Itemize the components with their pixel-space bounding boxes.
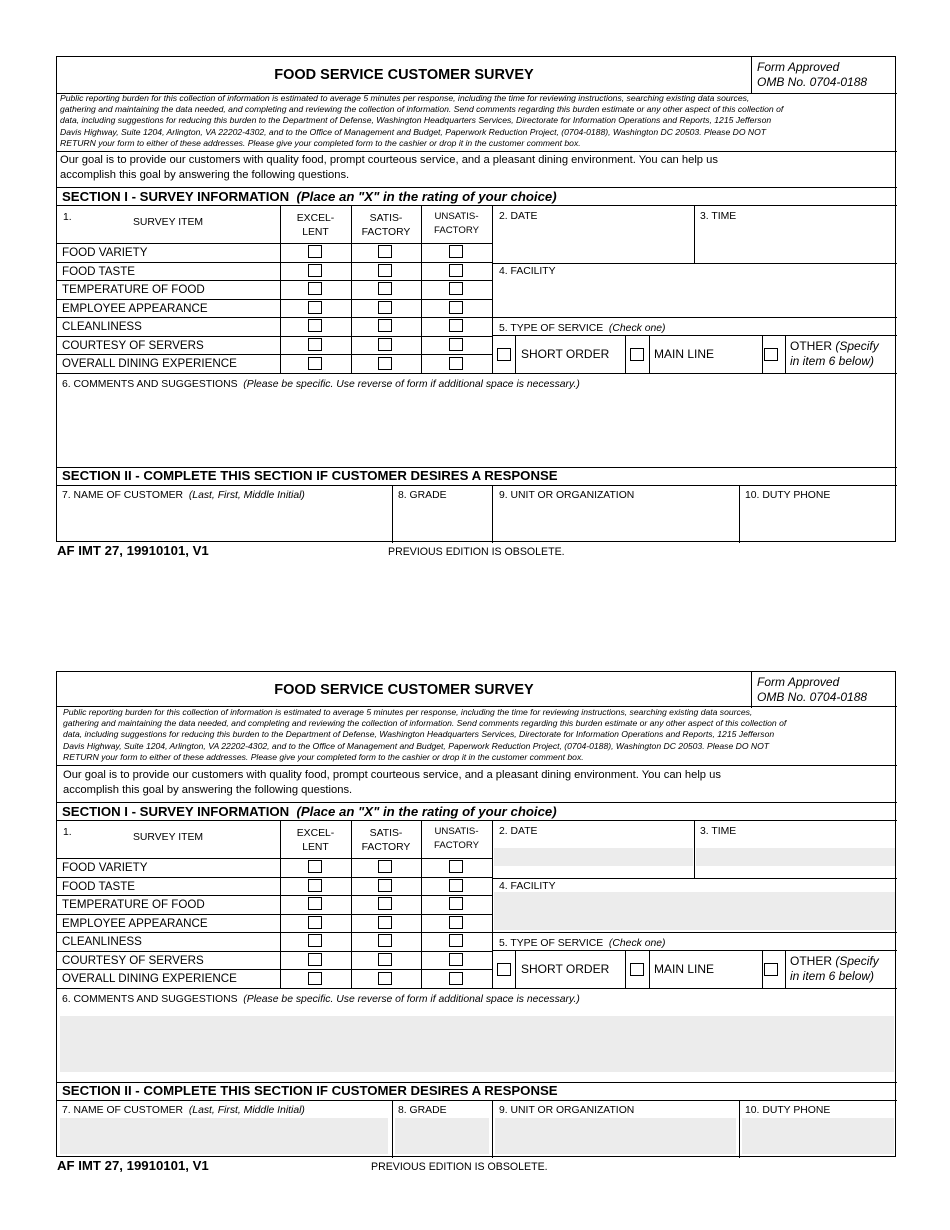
survey-form-copy-1: FOOD SERVICE CUSTOMER SURVEY Form Approved OMB No. 0704-0188 Public reporting burden for this collection of information is estimated to average 5 minutes per response, including the time for reviewing instructions, searching existing data sources, gathering and maintaining the data needed, and completing and reviewing the collection of information. Send comments regarding this burden estimate or any other aspect of this collection of data, including suggestions for reducing this burden to the Department of Defense, Washington Headquarters Services, Directorate for Information Operations and Reports, 1215 Jefferson Davis Highway, Suite 1204, Arlington, VA 22202-4302, and to the Office of Management and Budget, Paperwork Reduction Project, (0704-0188), Washington DC 20503. Please DO NOT RETURN your form to either of these addresses. Please give your completed form to the cashier or drop it in the customer comment box. Our goal is to provide our customers with quality food, prompt courteous service, and a pleasant dining environment. You can help us accomplish this goal by answering the following questions. SECTION I - SURVEY INFORMATION (Place an "X" in the rating of your choice) 1. SURVEY ITEM EXCEL- LENT SATIS- FACTORY UNSATIS- FACTORY 2. DATE 3. TIME 4. FACILITY 5. TYPE OF SERVICE (Check one) FOOD VARIETY FOOD TASTE TEMPERATURE OF FOOD EMPLOYEE APPEARANCE CLEANLINESS COURTESY OF SERVERS OVERALL DINING EXPERIENCE SHORT ORDER MAIN LINE OTHER (Specify in item 6 below) 6. COMMENTS AND SUGGESTIONS (Please be specific. Use reverse of form if additional space is necessary.) SECTION II - COMPLETE THIS SECTION IF CUSTOMER DESIRES A RESPONSE 7. NAME OF CUSTOMER (Last, First, Middle Initial) 8. GRADE 9. UNIT OR ORGANIZATION 10. DUTY PHONE [56,56,896,542]
unsatisfactory-checkbox[interactable] [449,282,463,295]
short-order-checkbox[interactable] [497,963,511,976]
grade-label: 8. GRADE [398,490,447,501]
unsatisfactory-checkbox[interactable] [449,953,463,966]
burden-statement: Public reporting burden for this collection of information is estimated to average 5 minutes per response, including the time for reviewing instructions, searching existing data sources, gathering and maintaining the data needed, and completing and reviewing the collection of information. Send comments regarding this burden estimate or any other aspect of this collection of data, including suggestions for reducing this burden to the Department of Defense, Washington Headquarters Services, Directorate for Information Operations and Reports, 1215 Jefferson Davis Highway, Suite 1204, Arlington, VA 22202-4302, and to the Office of Management and Budget, Paperwork Reduction Project, (0704-0188), Washington DC 20503. Please DO NOT RETURN your form to either of these addresses. Please give your completed form to the cashier or drop it in the customer comment box. [60,93,784,148]
excellent-header: EXCEL- LENT [296,213,335,238]
form-title: FOOD SERVICE CUSTOMER SURVEY [274,67,534,83]
survey-item: CLEANLINESS [62,935,142,948]
main-line-checkbox[interactable] [630,348,644,361]
time-field[interactable] [696,848,895,866]
satisfactory-checkbox[interactable] [378,897,392,910]
unit-field[interactable] [495,1118,736,1154]
satisfactory-checkbox[interactable] [378,245,392,258]
satisfactory-checkbox[interactable] [378,264,392,277]
main-line-checkbox[interactable] [630,963,644,976]
form-id: AF IMT 27, 19910101, V1 [57,1158,209,1173]
satisfactory-checkbox[interactable] [378,282,392,295]
unsatisfactory-checkbox[interactable] [449,879,463,892]
date-field[interactable] [494,848,693,866]
survey-item-header: SURVEY ITEM [133,217,204,228]
excellent-checkbox[interactable] [308,953,322,966]
survey-item: OVERALL DINING EXPERIENCE [62,357,237,370]
grade-label: 8. GRADE [398,1105,447,1116]
survey-item: EMPLOYEE APPEARANCE [62,302,208,315]
unsatisfactory-checkbox[interactable] [449,301,463,314]
excellent-checkbox[interactable] [308,282,322,295]
section1-header: SECTION I - SURVEY INFORMATION (Place an "X" in the rating of your choice) [62,189,557,204]
phone-field[interactable] [742,1118,894,1154]
main-line-label: MAIN LINE [654,347,715,361]
comments-label: 6. COMMENTS AND SUGGESTIONS (Please be specific. Use reverse of form if additional space is necessary.) [62,994,580,1005]
unsatisfactory-checkbox[interactable] [449,916,463,929]
other-checkbox[interactable] [764,348,778,361]
excellent-checkbox[interactable] [308,357,322,370]
unsatisfactory-checkbox[interactable] [449,897,463,910]
name-field[interactable] [60,1118,388,1154]
excellent-checkbox[interactable] [308,319,322,332]
obsolete-note: PREVIOUS EDITION IS OBSOLETE. [388,546,565,558]
facility-label: 4. FACILITY [499,881,556,892]
satisfactory-checkbox[interactable] [378,934,392,947]
unsatisfactory-checkbox[interactable] [449,934,463,947]
phone-label: 10. DUTY PHONE [745,1105,831,1116]
unsatisfactory-header: UNSATIS- FACTORY [434,826,479,851]
satisfactory-checkbox[interactable] [378,319,392,332]
survey-item: CLEANLINESS [62,320,142,333]
excellent-checkbox[interactable] [308,879,322,892]
satisfactory-checkbox[interactable] [378,972,392,985]
unsatisfactory-checkbox[interactable] [449,319,463,332]
unsatisfactory-checkbox[interactable] [449,860,463,873]
satisfactory-header: SATIS- FACTORY [361,828,411,853]
excellent-checkbox[interactable] [308,972,322,985]
survey-item: FOOD TASTE [62,265,136,278]
excellent-checkbox[interactable] [308,264,322,277]
unit-label: 9. UNIT OR ORGANIZATION [499,1105,635,1116]
satisfactory-checkbox[interactable] [378,916,392,929]
section1-header: SECTION I - SURVEY INFORMATION (Place an "X" in the rating of your choice) [62,804,557,819]
excellent-header: EXCEL- LENT [296,828,335,853]
date-label: 2. DATE [499,826,538,837]
goal-statement: Our goal is to provide our customers with quality food, prompt courteous service, and a pleasant dining environment. You can help us accomplish this goal by answering the following questions. [60,154,718,181]
survey-item: COURTESY OF SERVERS [62,954,204,967]
comments-field[interactable] [60,393,894,465]
other-label: OTHER (Specify in item 6 below) [790,339,879,368]
survey-item: FOOD VARIETY [62,246,148,259]
time-label: 3. TIME [700,211,737,222]
form-title: FOOD SERVICE CUSTOMER SURVEY [274,682,534,698]
name-field[interactable] [60,503,388,539]
survey-item: OVERALL DINING EXPERIENCE [62,972,237,985]
satisfactory-checkbox[interactable] [378,301,392,314]
comments-label: 6. COMMENTS AND SUGGESTIONS (Please be specific. Use reverse of form if additional space is necessary.) [62,379,580,390]
excellent-checkbox[interactable] [308,897,322,910]
survey-item: TEMPERATURE OF FOOD [62,898,205,911]
section2-header: SECTION II - COMPLETE THIS SECTION IF CUSTOMER DESIRES A RESPONSE [62,468,558,483]
excellent-checkbox[interactable] [308,860,322,873]
excellent-checkbox[interactable] [308,934,322,947]
unsatisfactory-checkbox[interactable] [449,245,463,258]
facility-field[interactable] [494,892,895,930]
survey-item: COURTESY OF SERVERS [62,339,204,352]
main-line-label: MAIN LINE [654,962,715,976]
satisfactory-checkbox[interactable] [378,357,392,370]
obsolete-note: PREVIOUS EDITION IS OBSOLETE. [371,1161,548,1173]
comments-field[interactable] [60,1016,894,1072]
section2-header: SECTION II - COMPLETE THIS SECTION IF CUSTOMER DESIRES A RESPONSE [62,1083,558,1098]
name-label: 7. NAME OF CUSTOMER (Last, First, Middle Initial) [62,490,305,501]
grade-field[interactable] [395,1118,489,1154]
unsatisfactory-checkbox[interactable] [449,357,463,370]
name-label: 7. NAME OF CUSTOMER (Last, First, Middle Initial) [62,1105,305,1116]
unit-label: 9. UNIT OR ORGANIZATION [499,490,635,501]
omb-approval: Form Approved OMB No. 0704-0188 [757,675,868,704]
service-label: 5. TYPE OF SERVICE (Check one) [499,323,666,334]
goal-statement: Our goal is to provide our customers with quality food, prompt courteous service, and a pleasant dining environment. You can help us accomplish this goal by answering the following questions. [63,769,721,796]
unsatisfactory-checkbox[interactable] [449,338,463,351]
satisfactory-header: SATIS- FACTORY [361,213,411,238]
excellent-checkbox[interactable] [308,916,322,929]
excellent-checkbox[interactable] [308,338,322,351]
facility-label: 4. FACILITY [499,266,556,277]
survey-form-copy-2: FOOD SERVICE CUSTOMER SURVEY Form Approved OMB No. 0704-0188 Public reporting burden for this collection of information is estimated to average 5 minutes per response, including the time for reviewing instructions, searching existing data sources, gathering and maintaining the data needed, and completing and reviewing the collection of information. Send comments regarding this burden estimate or any other aspect of this collection of data, including suggestions for reducing this burden to the Department of Defense, Washington Headquarters Services, Directorate for Information Operations and Reports, 1215 Jefferson Davis Highway, Suite 1204, Arlington, VA 22202-4302, and to the Office of Management and Budget, Paperwork Reduction Project, (0704-0188), Washington DC 20503. Please DO NOT RETURN your form to either of these addresses. Please give your completed form to the cashier or drop it in the customer comment box. Our goal is to provide our customers with quality food, prompt courteous service, and a pleasant dining environment. You can help us accomplish this goal by answering the following questions. SECTION I - SURVEY INFORMATION (Place an "X" in the rating of your choice) 1. SURVEY ITEM EXCEL- LENT SATIS- FACTORY UNSATIS- FACTORY 2. DATE 3. TIME 4. FACILITY 5. TYPE OF SERVICE (Check one) FOOD VARIETY FOOD TASTE TEMPERATURE OF FOOD EMPLOYEE APPEARANCE CLEANLINESS COURTESY OF SERVERS OVERALL DINING EXPERIENCE SHORT ORDER MAIN LINE OTHER (Specify in item 6 below) 6. COMMENTS AND SUGGESTIONS (Please be specific. Use reverse of form if additional space is necessary.) SECTION II - COMPLETE THIS SECTION IF CUSTOMER DESIRES A RESPONSE 7. NAME OF CUSTOMER (Last, First, Middle Initial) 8. GRADE 9. UNIT OR ORGANIZATION 10. DUTY PHONE [56,671,896,1157]
satisfactory-checkbox[interactable] [378,953,392,966]
form-id: AF IMT 27, 19910101, V1 [57,543,209,558]
phone-label: 10. DUTY PHONE [745,490,831,501]
short-order-label: SHORT ORDER [521,962,610,976]
survey-item: EMPLOYEE APPEARANCE [62,917,208,930]
omb-approval: Form Approved OMB No. 0704-0188 [757,60,868,89]
short-order-label: SHORT ORDER [521,347,610,361]
unsatisfactory-checkbox[interactable] [449,264,463,277]
unsatisfactory-checkbox[interactable] [449,972,463,985]
survey-item: FOOD TASTE [62,880,136,893]
survey-item: FOOD VARIETY [62,861,148,874]
unsatisfactory-header: UNSATIS- FACTORY [434,211,479,236]
satisfactory-checkbox[interactable] [378,338,392,351]
excellent-checkbox[interactable] [308,245,322,258]
short-order-checkbox[interactable] [497,348,511,361]
other-checkbox[interactable] [764,963,778,976]
date-label: 2. DATE [499,211,538,222]
excellent-checkbox[interactable] [308,301,322,314]
survey-item-header: SURVEY ITEM [133,832,204,843]
other-label: OTHER (Specify in item 6 below) [790,954,879,983]
satisfactory-checkbox[interactable] [378,879,392,892]
burden-statement: Public reporting burden for this collection of information is estimated to average 5 minutes per response, including the time for reviewing instructions, searching existing data sources, gathering and maintaining the data needed, and completing and reviewing the collection of information. Send comments regarding this burden estimate or any other aspect of this collection of data, including suggestions for reducing this burden to the Department of Defense, Washington Headquarters Services, Directorate for Information Operations and Reports, 1215 Jefferson Davis Highway, Suite 1204, Arlington, VA 22202-4302, and to the Office of Management and Budget, Paperwork Reduction Project, (0704-0188), Washington DC 20503. Please DO NOT RETURN your form to either of these addresses. Please give your completed form to the cashier or drop it in the customer comment box. [63,707,787,762]
time-label: 3. TIME [700,826,737,837]
unit-field[interactable] [495,503,736,539]
grade-field[interactable] [395,503,489,539]
satisfactory-checkbox[interactable] [378,860,392,873]
survey-item: TEMPERATURE OF FOOD [62,283,205,296]
service-label: 5. TYPE OF SERVICE (Check one) [499,938,666,949]
phone-field[interactable] [742,503,894,539]
